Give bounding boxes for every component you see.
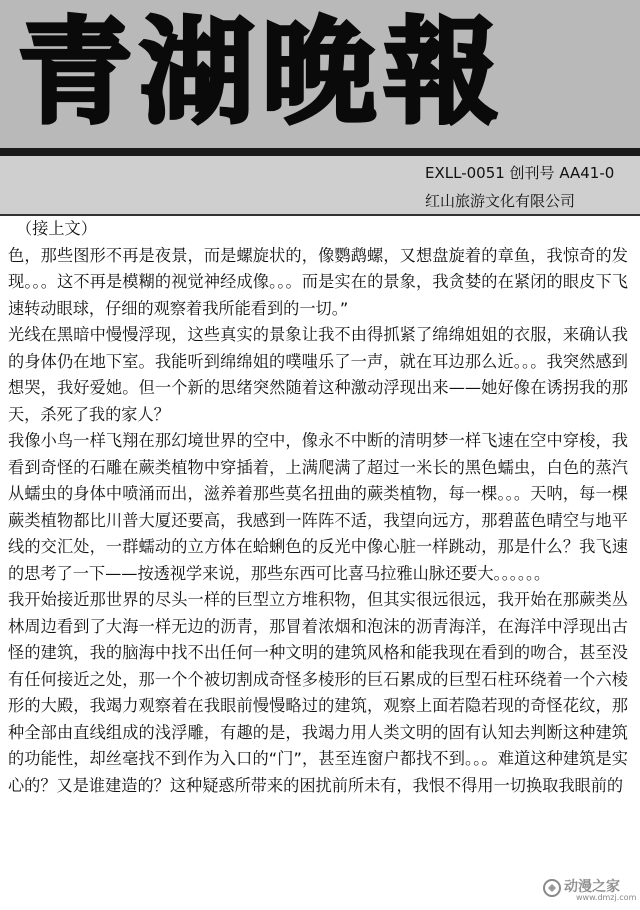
masthead [0,0,640,148]
site-watermark [542,876,637,906]
issue-info-bar [0,156,640,214]
publisher-name: 红山旅游文化有限公司 [425,192,576,210]
issue-number: EXLL-0051 创刊号 AA41-0 [425,164,615,182]
article-body [8,216,628,799]
article-paragraph: 色，那些图形不再是夜景，而是螺旋状的，像鹦鹉螺，又想盘旋着的章鱼，我惊奇的发现。。。这不再是模糊的视觉神经成像。。。而是实在的景象，我贪婪的在紧闭的眼皮下飞速转动眼球，仔细的观察着我所能看到的一切。” [8,245,628,318]
article-paragraph: 光线在黑暗中慢慢浮现，这些真实的景象让我不由得抓紧了绵绵姐姐的衣服，来确认我的身体仍在地下室。我能听到绵绵姐的噗嗤乐了一声，就在耳边那么近。。。我突然感到想哭，我好爱她。但一个新的思绪突然随着这种激动浮现出来——她好像在诱拐我的那天，杀死了我的家人？ [8,325,628,424]
watermark-url: www.dmzj.com [576,893,637,902]
masthead-divider [0,148,640,156]
article-paragraph: 我像小鸟一样飞翔在那幻境世界的空中，像永不中断的清明梦一样飞速在空中穿梭，我看到奇怪的石雕在蕨类植物中穿插着，上满爬满了超过一米长的黑色蠕虫，白色的蒸汽从蠕虫的身体中喷涌而出，滋养着那些莫名扭曲的蕨类植物，每一棵。。。天呐，每一棵蕨类植物都比川普大厦还要高，我感到一阵阵不适，我望向远方，那碧蓝色晴空与地平线的交汇处，一群蠕动的立方体在蛤蜊色的反光中像心脏一样跳动，那是什么？我飞速的思考了一下——按透视学来说，那些东西可比喜马拉雅山脉还要大。。。。。。 [8,431,628,583]
article-paragraph: 我开始接近那世界的尽头一样的巨型立方堆积物，但其实很远很远，我开始在那蕨类丛林周边看到了大海一样无边的沥青，那冒着浓烟和泡沫的沥青海洋，在海洋中浮现出古怪的建筑，我的脑海中找不出任何一种文明的建筑风格和能我现在看到的吻合，甚至没有任何接近之处，那一个个被切割成奇怪多棱形的巨石累成的巨型石柱环绕着一个六棱形的大殿，我竭力观察着在我眼前慢慢略过的建筑，观察上面若隐若现的奇怪花纹，那种全部由直线组成的浅浮雕，有趣的是，我竭力用人类文明的固有认知去判断这种建筑的功能性，却丝毫找不到作为入口的“门”，甚至连窗户都找不到。。。难道这种建筑是实心的？又是谁建造的？这种疑惑所带来的困扰前所未有，我恨不得用一切换取我眼前的 [8,590,628,795]
watermark-text: 动漫之家 [564,879,620,895]
newspaper-title: 青湖晚報 [18,6,507,139]
watermark-logo-icon [542,878,562,898]
continued-label: （接上文） [16,219,97,238]
